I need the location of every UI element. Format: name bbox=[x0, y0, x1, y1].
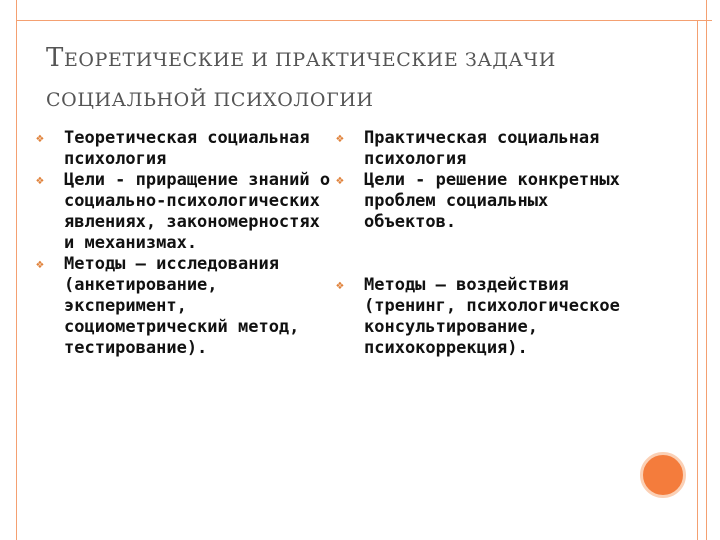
left-column bbox=[36, 128, 336, 359]
frame-line-right-outer bbox=[706, 0, 707, 540]
diamond-bullet-icon: ❖ bbox=[336, 278, 344, 293]
frame-line-top bbox=[16, 20, 712, 21]
right-column bbox=[336, 128, 626, 359]
slide-title bbox=[46, 38, 666, 120]
title-line1: ЕОРЕТИЧЕСКИЕ И ПРАКТИЧЕСКИЕ ЗАДАЧИ bbox=[63, 49, 556, 71]
orange-circle-icon bbox=[640, 452, 686, 498]
title-first-letter: Т bbox=[46, 43, 64, 73]
title-line2: СОЦИАЛЬНОЙ ПСИХОЛОГИИ bbox=[46, 89, 374, 111]
diamond-bullet-icon: ❖ bbox=[336, 131, 344, 146]
left-item-theory bbox=[36, 128, 336, 170]
frame-line-right bbox=[697, 20, 698, 540]
left-item-text: Цели - приращение знаний о социально-психологических явлениях, закономерностях и механизмах. bbox=[64, 170, 331, 253]
right-item-text: Методы – воздействия (тренинг, психологическое консультирование, психокоррекция). bbox=[364, 275, 620, 358]
right-item-text: Практическая социальная психология bbox=[364, 128, 600, 169]
left-item-text: Методы – исследования (анкетирование, эксперимент, социометрический метод, тестирование). bbox=[64, 254, 300, 358]
left-item-goals bbox=[36, 170, 336, 254]
diamond-bullet-icon: ❖ bbox=[36, 173, 44, 188]
diamond-bullet-icon: ❖ bbox=[36, 131, 44, 146]
diamond-bullet-icon: ❖ bbox=[36, 257, 44, 272]
diamond-bullet-icon: ❖ bbox=[336, 173, 344, 188]
right-item-methods bbox=[336, 275, 626, 359]
right-item-text: Цели - решение конкретных проблем социальных объектов. bbox=[364, 170, 620, 232]
right-item-practice bbox=[336, 128, 626, 170]
left-item-text: Теоретическая социальная психология bbox=[64, 128, 310, 169]
left-item-methods bbox=[36, 254, 336, 359]
right-item-goals bbox=[336, 170, 626, 233]
frame-line-left bbox=[16, 0, 17, 540]
